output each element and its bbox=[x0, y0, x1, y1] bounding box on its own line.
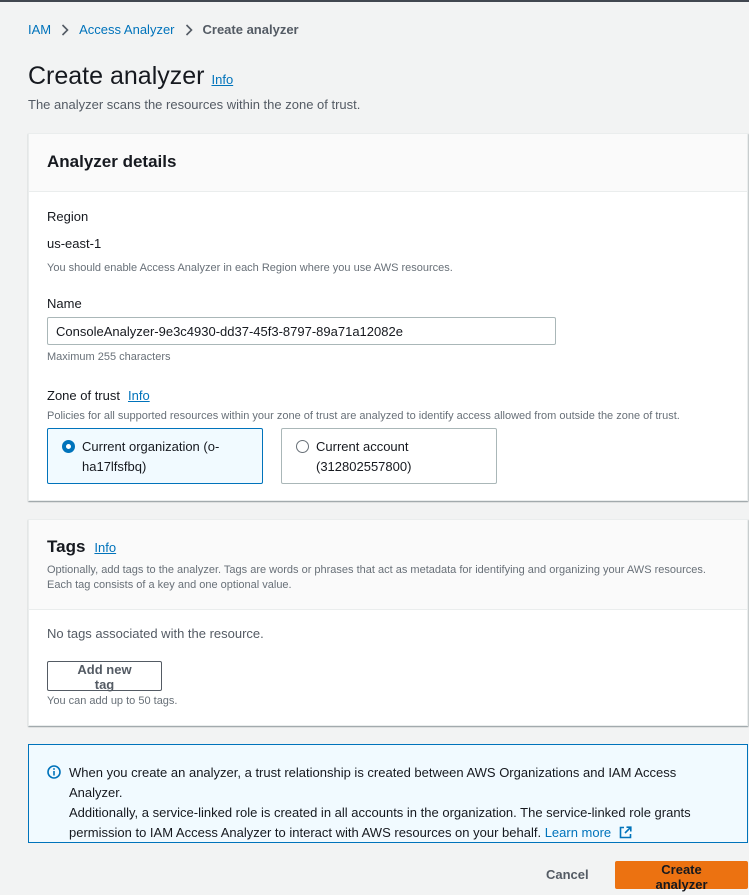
page-header bbox=[28, 62, 233, 91]
zone-option-organization-line1: Current organization (o- bbox=[82, 439, 220, 454]
external-link-icon bbox=[619, 825, 632, 845]
zone-option-account-line2: (312802557800) bbox=[316, 459, 412, 474]
info-alert bbox=[28, 744, 748, 843]
radio-unselected-icon bbox=[296, 440, 309, 453]
zone-label-row bbox=[47, 388, 150, 403]
add-new-tag-button[interactable]: Add new tag bbox=[47, 661, 162, 691]
zone-option-account[interactable] bbox=[281, 428, 497, 484]
page-info-link[interactable]: Info bbox=[211, 72, 234, 87]
alert-text-line1: When you create an analyzer, a trust relationship is created between AWS Organizations and IAM Access Analyzer. bbox=[69, 765, 677, 800]
radio-selected-icon bbox=[62, 440, 75, 453]
info-circle-icon bbox=[47, 765, 61, 785]
tags-panel bbox=[28, 519, 748, 726]
page-subtitle: The analyzer scans the resources within the zone of trust. bbox=[28, 97, 361, 112]
analyzer-name-input[interactable] bbox=[47, 317, 556, 345]
breadcrumb-link-access-analyzer[interactable]: Access Analyzer bbox=[79, 22, 175, 37]
zone-option-organization[interactable] bbox=[47, 428, 263, 484]
alert-text-line3-body: permission to IAM Access Analyzer to interact with AWS resources on your behalf. bbox=[69, 825, 542, 840]
tags-heading: Tags bbox=[47, 537, 86, 556]
zone-hint: Policies for all supported resources within your zone of trust are analyzed to identify access allowed from outside the zone of trust. bbox=[47, 410, 680, 422]
tags-description-line1: Optionally, add tags to the analyzer. Tags are words or phrases that act as metadata for identifying and organizing your AWS resources. bbox=[47, 564, 706, 576]
learn-more-link[interactable] bbox=[545, 825, 632, 840]
cancel-button[interactable]: Cancel bbox=[546, 867, 589, 882]
tags-empty-text: No tags associated with the resource. bbox=[47, 626, 264, 641]
analyzer-details-panel bbox=[28, 133, 748, 501]
tags-title-row bbox=[47, 537, 729, 557]
tags-description-line2: Each tag consists of a key and one optional value. bbox=[47, 579, 292, 591]
breadcrumb-link-iam[interactable]: IAM bbox=[28, 22, 52, 37]
alert-text-line3 bbox=[69, 823, 727, 845]
zone-info-link[interactable]: Info bbox=[127, 388, 150, 403]
analyzer-details-heading: Analyzer details bbox=[47, 152, 177, 171]
learn-more-label: Learn more bbox=[544, 825, 612, 840]
create-analyzer-button[interactable]: Create analyzer bbox=[615, 861, 748, 889]
name-hint: Maximum 255 characters bbox=[47, 351, 171, 363]
tags-header bbox=[29, 520, 747, 610]
chevron-right-icon bbox=[185, 24, 193, 36]
breadcrumb bbox=[28, 22, 299, 37]
breadcrumb-current: Create analyzer bbox=[202, 22, 299, 37]
alert-text-line2: Additionally, a service-linked role is created in all accounts in the organization. The service-linked role grants bbox=[69, 805, 691, 820]
tags-limit-hint: You can add up to 50 tags. bbox=[47, 695, 178, 707]
zone-of-trust-label: Zone of trust bbox=[47, 388, 120, 403]
region-value: us-east-1 bbox=[47, 236, 102, 251]
region-hint: You should enable Access Analyzer in each Region where you use AWS resources. bbox=[47, 262, 453, 274]
zone-option-account-line1: Current account bbox=[316, 439, 409, 454]
analyzer-details-header bbox=[29, 134, 747, 192]
region-label: Region bbox=[47, 209, 89, 224]
tags-info-link[interactable]: Info bbox=[94, 540, 117, 555]
zone-option-organization-line2: ha17lfsfbq) bbox=[82, 459, 147, 474]
name-label: Name bbox=[47, 296, 82, 311]
chevron-right-icon bbox=[61, 24, 69, 36]
page-title: Create analyzer bbox=[28, 62, 205, 90]
